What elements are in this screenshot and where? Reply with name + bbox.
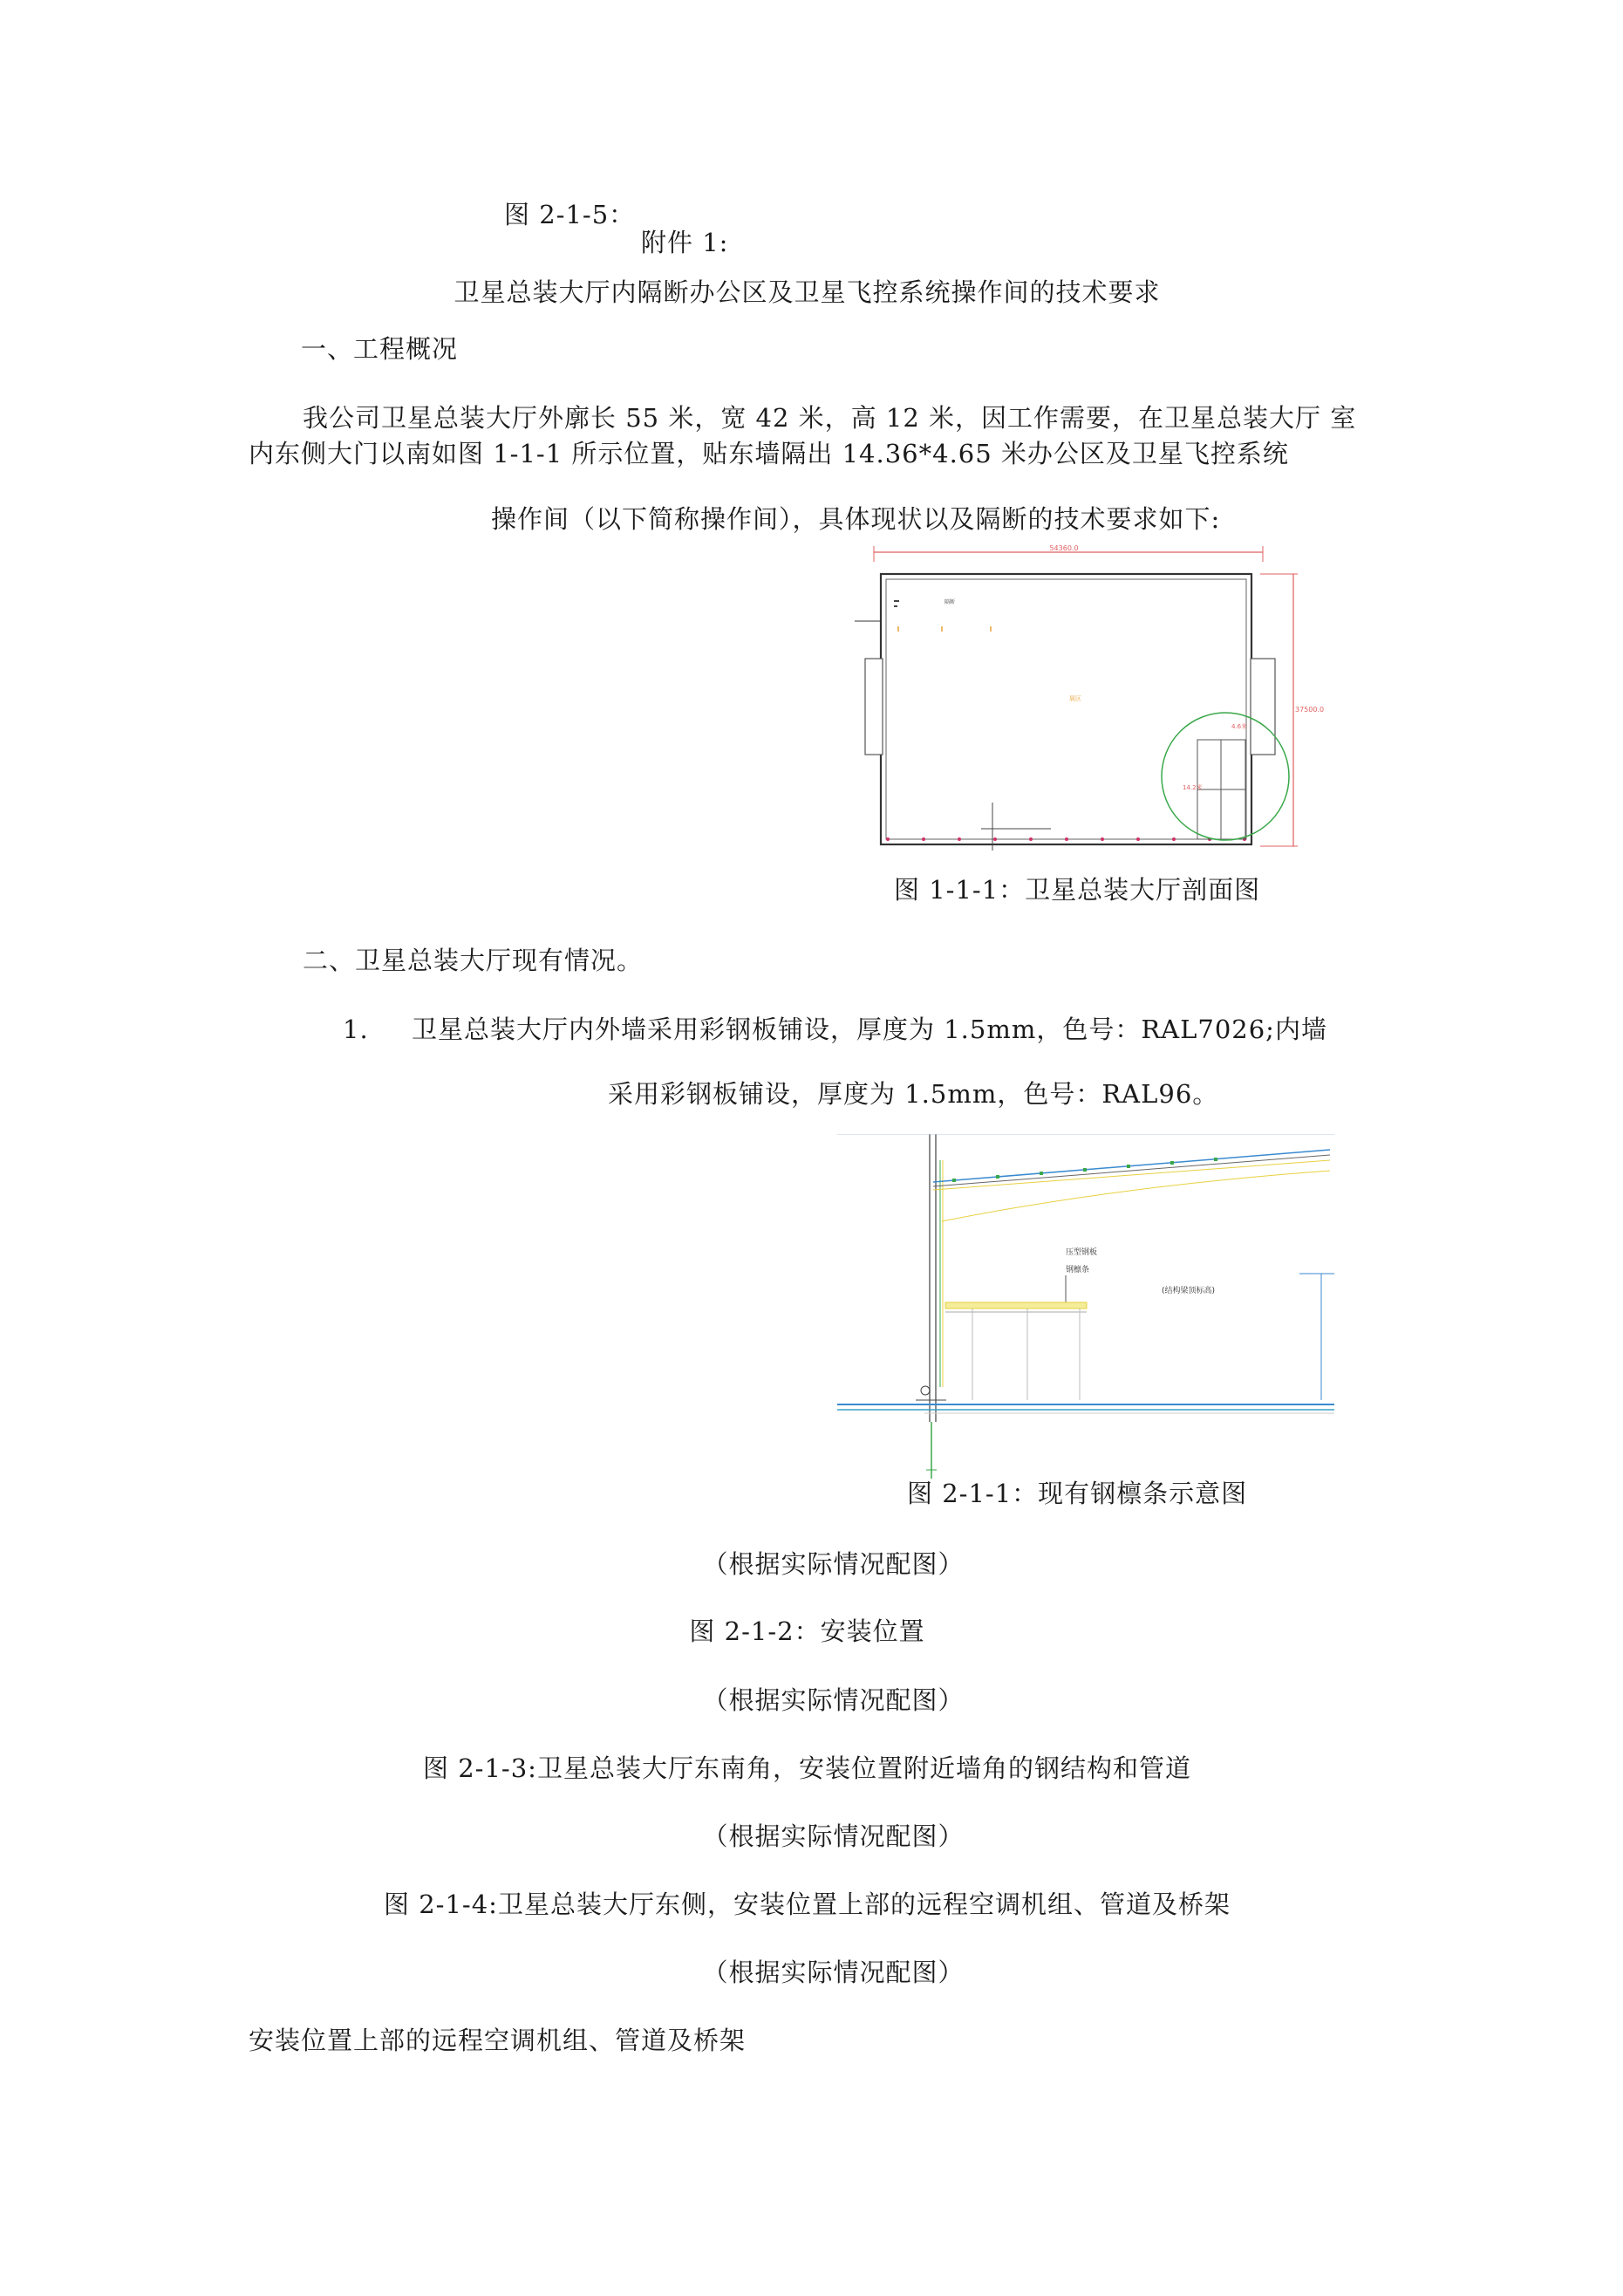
- image-placeholder-2: （根据实际情况配图）: [702, 1685, 965, 1715]
- roof-yellow-line: [933, 1160, 1330, 1190]
- purlin-marker: [1214, 1158, 1217, 1161]
- figure-caption-1-1-1: 图 1-1-1：卫星总装大厅剖面图: [894, 875, 1261, 905]
- image-placeholder-3: （根据实际情况配图）: [702, 1821, 965, 1851]
- list-item-number: 1.: [343, 1015, 369, 1044]
- east-door: [1251, 659, 1275, 755]
- purlin-marker: [952, 1179, 956, 1182]
- column-marker: [1029, 837, 1033, 841]
- overview-paragraph-line-1: 我公司卫星总装大厅外廓长 55 米，宽 42 米，高 12 米，因工作需要，在卫星总装大厅 室: [303, 403, 1357, 433]
- steel-purlin-drawing: [837, 1134, 1334, 1479]
- purlin-marker: [1170, 1161, 1174, 1165]
- section-heading-current-status: 二、卫星总装大厅现有情况。: [303, 946, 644, 975]
- closing-line: 安装位置上部的远程空调机组、管道及桥架: [249, 2026, 747, 2055]
- hall-outer-wall: [881, 574, 1251, 844]
- image-placeholder-4: （根据实际情况配图）: [702, 1958, 965, 1987]
- list-item-line-1: 卫星总装大厅内外墙采用彩钢板铺设，厚度为 1.5mm，色号：RAL7026;内墙: [412, 1015, 1327, 1044]
- office-highlight-circle: [1162, 713, 1289, 840]
- plan-mark-2: [894, 605, 897, 607]
- dim-text-top: 54360.0: [1049, 544, 1079, 552]
- column-marker: [1101, 837, 1104, 841]
- roof-blue-line: [933, 1150, 1330, 1182]
- column-marker: [1172, 837, 1176, 841]
- column-marker: [958, 837, 961, 841]
- section-heading-overview: 一、工程概况: [301, 334, 459, 364]
- mezzanine-slab: [945, 1302, 1087, 1309]
- base-anchor-circle: [921, 1386, 930, 1395]
- west-door: [865, 659, 883, 755]
- column-marker: [886, 837, 890, 841]
- label-purlin: 钢檩条: [1066, 1266, 1090, 1274]
- hall-inner-wall: [886, 579, 1246, 839]
- attachment-label: 附件 1:: [641, 228, 729, 257]
- purlin-marker: [1083, 1168, 1087, 1172]
- roof-beam-curve: [942, 1171, 1330, 1221]
- figure-caption-2-1-3: 图 2-1-3:卫星总装大厅东南角，安装位置附近墙角的钢结构和管道: [423, 1753, 1191, 1783]
- column-marker: [922, 837, 925, 841]
- office-width-label: 4.6米: [1231, 723, 1248, 730]
- image-placeholder-1: （根据实际情况配图）: [702, 1549, 965, 1579]
- overview-paragraph-line-2: 内东侧大门以南如图 1-1-1 所示位置，贴东墙隔出 14.36*4.65 米办公区及卫星飞控系统: [249, 439, 1289, 468]
- plan-small-label: 隔断: [944, 599, 956, 605]
- column-marker: [993, 837, 997, 841]
- label-profiled-steel: 压型钢板: [1066, 1248, 1098, 1257]
- figure-label-2-1-5: 图 2-1-5：: [504, 200, 636, 229]
- dim-text-right: 37500.0: [1295, 706, 1325, 714]
- list-item-line-2: 采用彩钢板铺设，厚度为 1.5mm，色号：RAL96。: [608, 1079, 1219, 1109]
- purlin-marker: [1127, 1165, 1130, 1168]
- plan-mark-1: [894, 600, 899, 602]
- label-beam-elevation: (结构梁顶标高): [1162, 1287, 1216, 1295]
- office-length-label: 14.2米: [1183, 784, 1203, 791]
- figure-caption-2-1-1: 图 2-1-1：现有钢檩条示意图: [907, 1479, 1248, 1508]
- column-marker: [1065, 837, 1068, 841]
- purlin-marker: [1040, 1172, 1043, 1175]
- overview-paragraph-line-3: 操作间（以下简称操作间），具体现状以及隔断的技术要求如下:: [491, 504, 1221, 534]
- column-marker: [1136, 837, 1140, 841]
- plan-center-label: 展区: [1069, 695, 1081, 702]
- hall-plan-drawing: [855, 541, 1326, 864]
- figure-caption-2-1-2: 图 2-1-2：安装位置: [689, 1616, 925, 1646]
- purlin-marker: [996, 1175, 999, 1179]
- roof-steel-line: [933, 1155, 1330, 1186]
- figure-caption-2-1-4: 图 2-1-4:卫星总装大厅东侧，安装位置上部的远程空调机组、管道及桥架: [384, 1889, 1231, 1919]
- document-title: 卫星总装大厅内隔断办公区及卫星飞控系统操作间的技术要求: [453, 277, 1161, 307]
